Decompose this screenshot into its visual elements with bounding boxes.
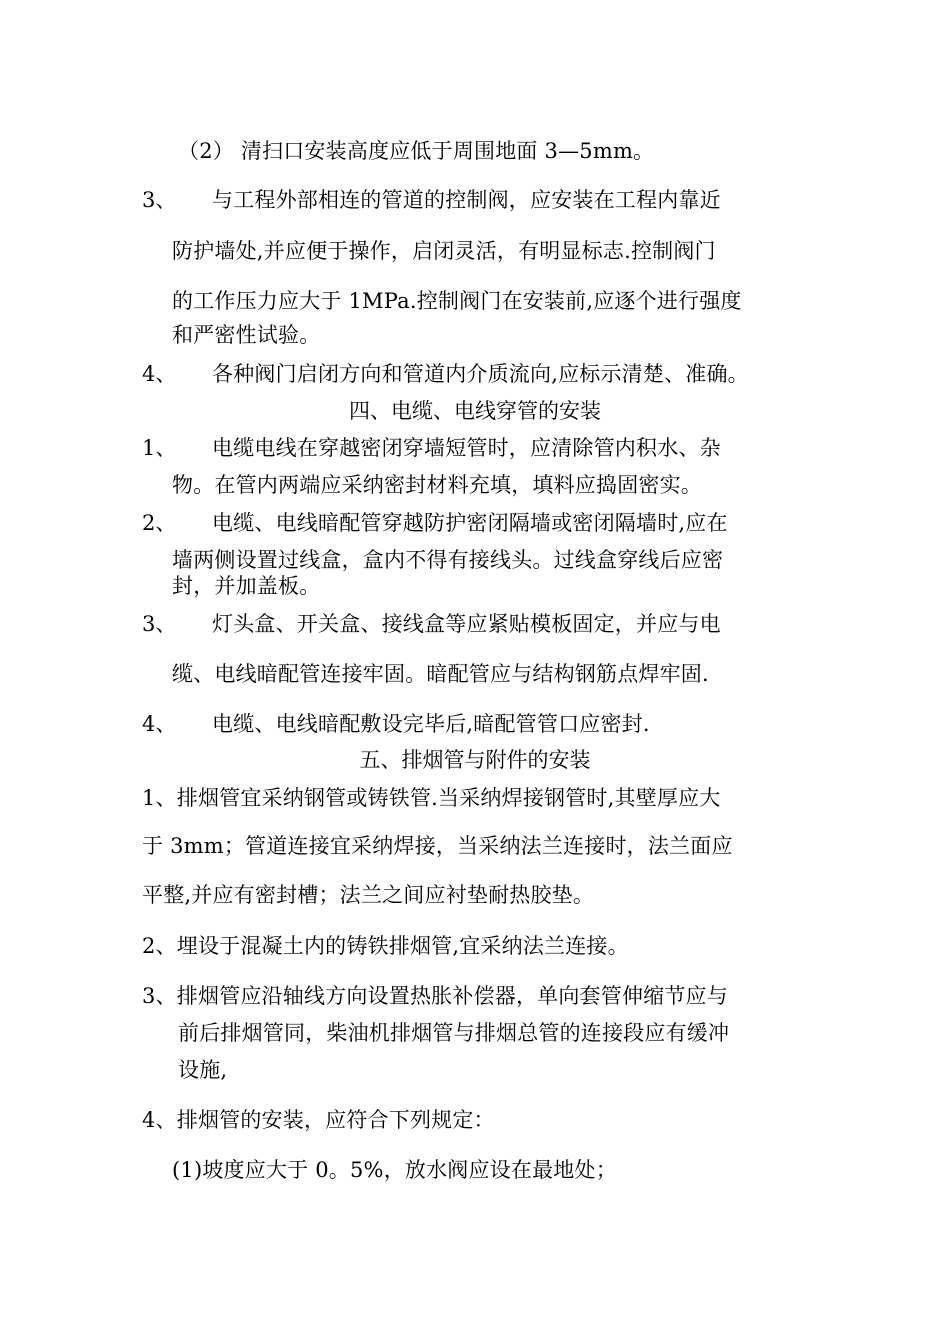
list-number: 3、 xyxy=(142,188,177,212)
paragraph-line: 4、排烟管的安装，应符合下列规定： xyxy=(142,1108,495,1132)
list-number: 2、 xyxy=(142,511,177,535)
paragraph-line: 设施, xyxy=(178,1058,228,1082)
paragraph-line: 灯头盒、开关盒、接线盒等应紧贴模板固定，并应与电 xyxy=(212,612,721,636)
paragraph-line: 2、埋设于混凝土内的铸铁排烟管,宜采纳法兰连接。 xyxy=(142,934,629,958)
paragraph-line: 各种阀门启闭方向和管道内介质流向,应标示清楚、准确。 xyxy=(212,362,749,386)
paragraph-line: 缆、电线暗配管连接牢固。暗配管应与结构钢筋点焊牢固. xyxy=(172,662,709,686)
list-number: 4、 xyxy=(142,712,177,736)
paragraph-line: （2） 清扫口安装高度应低于周围地面 3—5mm。 xyxy=(178,139,655,163)
paragraph-line: 封，并加盖板。 xyxy=(172,574,321,598)
paragraph-line: 物。在管内两端应采纳密封材料充填，填料应捣固密实。 xyxy=(172,473,702,497)
paragraph-line: 电缆、电线暗配敷设完毕后,暗配管管口应密封. xyxy=(212,712,650,736)
section-heading: 四、电缆、电线穿管的安装 xyxy=(349,399,601,423)
paragraph-line: 墙两侧设置过线盒，盒内不得有接线头。过线盒穿线后应密 xyxy=(172,548,724,572)
paragraph-line: 3、排烟管应沿轴线方向设置热胀补偿器，单向套管伸缩节应与 xyxy=(142,984,728,1008)
paragraph-line: 于 3mm；管道连接宜采纳焊接，当采纳法兰连接时，法兰面应 xyxy=(142,834,733,858)
paragraph-line: (1)坡度应大于 0。5%，放水阀应设在最地处； xyxy=(172,1158,617,1182)
paragraph-line: 平整,并应有密封槽；法兰之间应衬垫耐热胶垫。 xyxy=(142,883,595,907)
paragraph-line: 防护墙处,并应便于操作，启闭灵活，有明显标志.控制阀门 xyxy=(172,239,716,263)
list-number: 4、 xyxy=(142,362,177,386)
paragraph-line: 前后排烟管同，柴油机排烟管与排烟总管的连接段应有缓冲 xyxy=(178,1021,730,1045)
list-number: 3、 xyxy=(142,612,177,636)
paragraph-line: 电缆、电线暗配管穿越防护密闭隔墙或密闭隔墙时,应在 xyxy=(212,511,728,535)
list-number: 1、 xyxy=(142,436,177,460)
section-heading: 五、排烟管与附件的安装 xyxy=(359,748,591,772)
paragraph-line: 电缆电线在穿越密闭穿墙短管时，应清除管内积水、杂 xyxy=(212,436,721,460)
paragraph-line: 与工程外部相连的管道的控制阀，应安装在工程内靠近 xyxy=(212,188,721,212)
paragraph-line: 的工作压力应大于 1MPa.控制阀门在安装前,应逐个进行强度 xyxy=(172,289,742,313)
paragraph-line: 1、排烟管宜采纳钢管或铸铁管.当采纳焊接钢管时,其壁厚应大 xyxy=(142,786,721,810)
paragraph-line: 和严密性试验。 xyxy=(172,323,321,347)
